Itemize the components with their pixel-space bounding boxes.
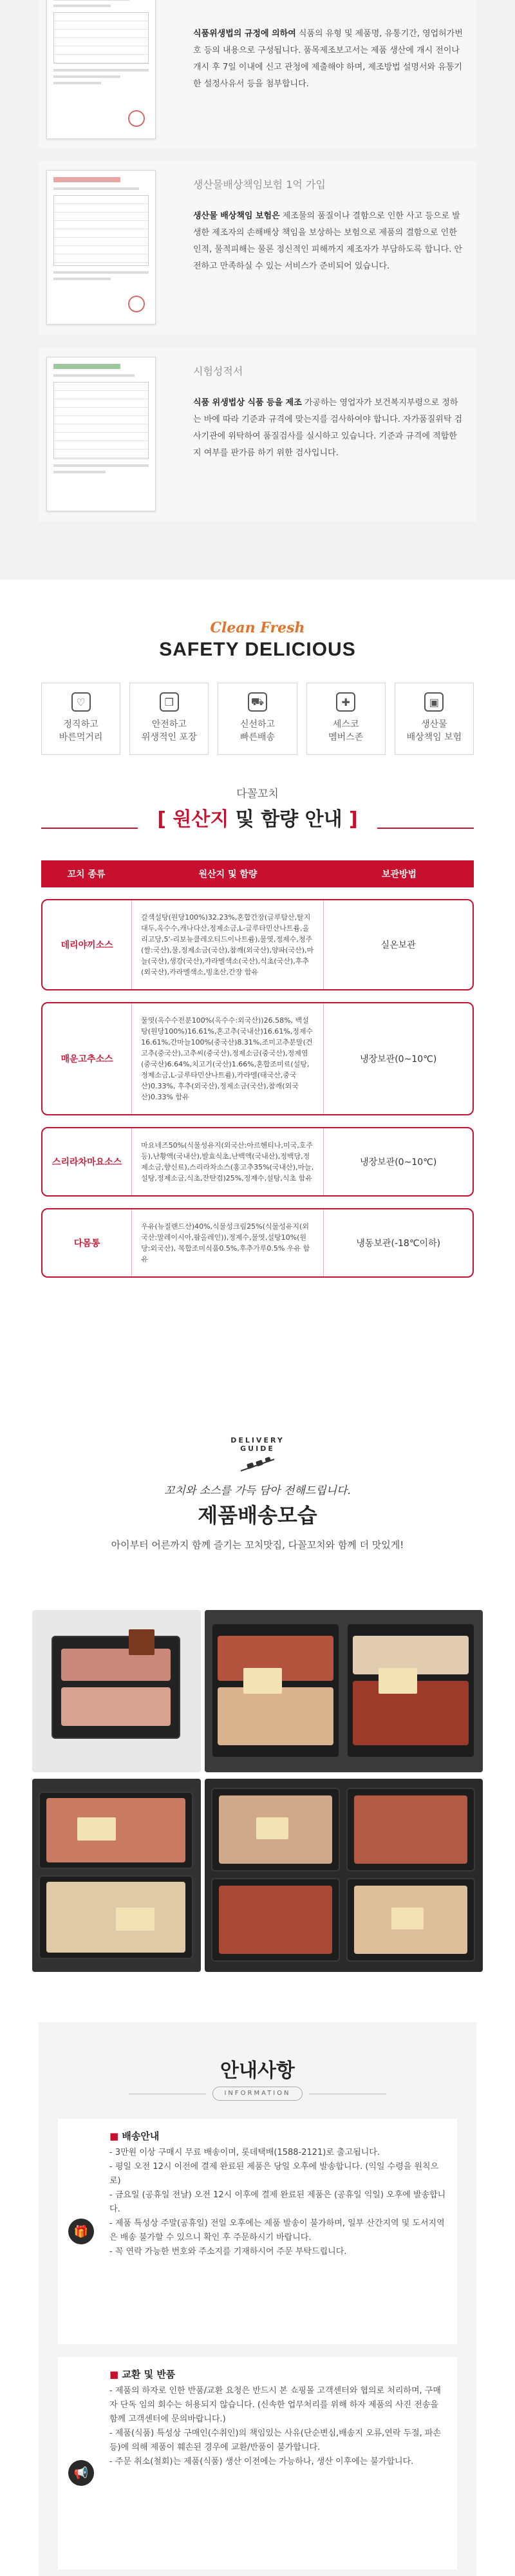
- delivery-tagline: 꼬치와 소스를 가득 담아 전해드립니다.: [164, 1484, 351, 1497]
- shipping-line: - 금요일 (공휴일 전날) 오전 12시 이후에 결제 완료된 제품은 (공휴일 익일) 오후에 발송합니다.: [109, 2190, 446, 2214]
- sauce-name: 데리야끼소스: [42, 900, 132, 989]
- column-header: 꼬치 종류: [67, 869, 106, 880]
- shipping-heading: ■ 배송안내: [109, 2130, 160, 2142]
- origin-table: [41, 860, 474, 1278]
- table-row: [41, 899, 474, 990]
- safety-title: SAFETY DELICIOUS: [159, 639, 356, 660]
- feature-insurance: ▣ 생산물 배상책임 보험: [395, 683, 474, 755]
- skewer-icon: [237, 1455, 278, 1473]
- shipping-line: - 꼭 연락 가능한 번호와 주소지를 기재하시어 주문 부탁드립니다.: [109, 2247, 347, 2257]
- sauce-name: 다몸통: [42, 1209, 132, 1276]
- sauce-name: 스리라차마요소스: [42, 1128, 132, 1195]
- certificate-section: [0, 0, 515, 580]
- delivery-photo: [32, 1779, 201, 1972]
- seal-icon: [128, 110, 145, 127]
- notice-title: 안내사항: [220, 2060, 295, 2082]
- cert-body: 식품위생법의 규정에 의하여 식품의 유형 및 제품명, 유통기간, 영업허가번호 등의 내용으로 구성됩니다. 품목제조보고서는 제품 생산에 개시 전이나 개시 후 7일 이내에 신고 관청에 제출해야 하며, 제조방법 설명서와 유통기한 설정사유서 등을 첨부합니다.: [193, 29, 463, 89]
- seal-icon: [128, 296, 145, 312]
- clean-fresh-script: Clean Fresh: [210, 620, 305, 636]
- sauce-name: 매운고추소스: [42, 1003, 132, 1114]
- origin-heading: [0, 784, 515, 831]
- sauce-storage: 냉장보관(0~10℃): [360, 1054, 437, 1065]
- exchange-line: - 제품(식품) 특성상 구매인(수취인)의 책임있는 사유(단순변심,배송지 오류,연락 두절, 파손 등)에 의해 제품이 훼손된 경우에 교환/반품이 불가합니다.: [109, 2429, 442, 2452]
- exchange-line: - 주문 취소(철회)는 제품(식품) 생산 이전에는 가능하나, 생산 이후에는 불가합니다.: [109, 2457, 414, 2467]
- cart-icon: ⛟: [248, 692, 267, 712]
- exchange-info-block: [58, 2357, 457, 2570]
- information-badge: INFORMATION: [212, 2087, 303, 2101]
- table-row: [41, 1002, 474, 1115]
- shipping-info-block: [58, 2119, 457, 2344]
- origin-title: [ 원산지 및 함량 안내 ]: [157, 808, 358, 831]
- shipping-line: - 3만원 이상 구매시 무료 배송이며, 롯데택배(1588-2121)로 출고됩니다.: [109, 2148, 380, 2157]
- feature-delivery: ⛟ 신선하고 빠른배송: [218, 683, 297, 755]
- feature-honest: ♡ 정직하고 바른먹거리: [41, 683, 120, 755]
- shield-icon: ✚: [336, 692, 355, 712]
- feature-icon-row: [41, 683, 474, 755]
- gift-icon: 🎁: [68, 2219, 94, 2244]
- cert-block-product-report: [39, 0, 476, 148]
- cert-block-test-report: [39, 348, 476, 522]
- sauce-storage: 냉동보관(-18℃이하): [356, 1238, 441, 1249]
- exchange-heading: ■ 교환 및 반품: [109, 2369, 176, 2380]
- delivery-description: 아이부터 어른까지 함께 즐기는 꼬치맛집, 다꼴꼬치와 함께 더 맛있게!: [111, 1539, 404, 1551]
- exchange-line: - 제품의 하자로 인한 반품/교환 요청은 반드시 본 쇼핑몰 고객센터와 협의로 처리하며, 구매자 단독 임의 회수는 허용되지 않습니다. (신속한 업무처리를 위해 하자 제품의 사진 전송을 함께 고객센터에 문의바랍니다.): [109, 2386, 441, 2424]
- box-icon: ▣: [424, 692, 444, 712]
- table-header: [41, 860, 474, 887]
- origin-subtitle: 다꼴꼬치: [236, 788, 279, 800]
- delivery-photo: [205, 1779, 483, 1972]
- cert-block-liability-insurance: [39, 161, 476, 335]
- heart-icon: ♡: [71, 692, 91, 712]
- delivery-guide-label: DELIVERY GUIDE: [230, 1436, 285, 1453]
- sauce-content: 우유(뉴질랜드산)40%,식물성크림25%(식물성유지(외국산:말레이시아,팜올레인)),정제수,물엿,설탕10%(원당:외국산), 복합조미식품0.5%,후추가루0.5% 우유 함유: [132, 1209, 324, 1276]
- table-row: [41, 1127, 474, 1197]
- sauce-storage: 실온보관: [380, 940, 416, 951]
- cert-body: 생산물 배상책임 보험은 제조물의 품질이나 결함으로 인한 사고 등으로 발생한 제조자의 손해배상 책임을 보상하는 보험으로 제품의 결함으로 인한 인적, 물적피해는 물론 정신적인 피해까지 제조자가 부담하도록 합니다. 안전하고 만족하실 수 있는 서비스가 준비되어 있습니다.: [193, 211, 463, 271]
- delivery-section: [0, 1417, 515, 1977]
- sauce-content: 마요네즈50%(식물성유지(외국산:아르헨티나,미국,호주 등),난황액(국내산),발효식초,난백액(국내산),정백당,정제소금,향신료),스리라차소스(홍고추35%(국내산),마늘,설탕,정제소금,식초,잔탄검)25%,정제수,설탕,식초 함유: [132, 1128, 324, 1195]
- shipping-line: - 제품 특성상 주말(공휴일) 전일 오후에는 제품 발송이 불가하며, 일부 산간지역 및 도서지역은 배송 불가할 수 있으니 확인 후 주문하시기 바랍니다.: [109, 2219, 445, 2242]
- delivery-title: 제품배송모습: [198, 1503, 317, 1528]
- cert-body: 식품 위생법상 식품 등을 제조 가공하는 영업자가 보건복지부령으로 정하는 바에 따라 기준과 규격에 맞는지를 검사하여야 합니다. 자가품질위탁 검사기관에 위탁하여 품질검사를 실시하고 있습니다. 기준과 규격에 적합한지 여부를 판가름 하기 위한 검사입니다.: [193, 398, 463, 458]
- feature-packaging: ❒ 안전하고 위생적인 포장: [129, 683, 209, 755]
- sauce-content: 물엿(옥수수전분100%(옥수수:외국산))26.58%, 백설탕(원당100%)16.61%,혼고추(국내산)16.61%,정제수16.61%,간마늘100%(중국산)8.31%,조미고추분말(건고추(중국산),고추씨(중국산),정제소금(중국산),정제염(중국산)6.64%,치고기(국산)1.66%,혼합조미료(설탕,정제소금,L-글루타민산나트륨),카라멜(태국산,중국산)0.33%, 후추(외국산),정제소금(국산),참깨(외국산)0.33% 함유: [132, 1003, 324, 1114]
- delivery-photo: [205, 1610, 483, 1772]
- sauce-storage: 냉장보관(0~10℃): [360, 1157, 437, 1168]
- column-header: 보관방법: [381, 869, 417, 880]
- gift-icon: ❒: [160, 692, 179, 712]
- insurance-document-image: [46, 170, 156, 325]
- feature-cesco: ✚ 세스코 멤버스존: [306, 683, 386, 755]
- cert-title: 생산물배상책임보험 1억 가입: [193, 178, 326, 191]
- cert-title: 시험성적서: [193, 365, 243, 377]
- column-header: 원산지 및 함량: [198, 869, 258, 880]
- test-report-document-image: [46, 357, 156, 511]
- sauce-content: 갈색설탕(원당100%)32.23%,혼합간장(글루탐산,탈지대두,옥수수,캐나다산,정제소금,L-글루타민산나트륨,올리고당,5'-리보뉴클레오티드이나트륨),물엿,정제수,청주(쌀:국산),물,정제소금(국산),참깨(외국산),양파(국산),마늘(국산),생강(국산),캬라멜색소(국산),식초(국산),후추(외국산),카라멜색소,빙초산,간장 함유: [132, 900, 324, 989]
- notice-section: [39, 2022, 476, 2576]
- delivery-photo: [32, 1610, 201, 1772]
- table-row: [41, 1208, 474, 1278]
- shipping-line: - 평일 오전 12시 이전에 결제 완료된 제품은 당일 오후에 발송합니다. (익일 수령을 원칙으로): [109, 2162, 439, 2186]
- safety-section: [0, 580, 515, 857]
- megaphone-icon: 📢: [68, 2460, 94, 2486]
- cert-document-image: [46, 0, 156, 139]
